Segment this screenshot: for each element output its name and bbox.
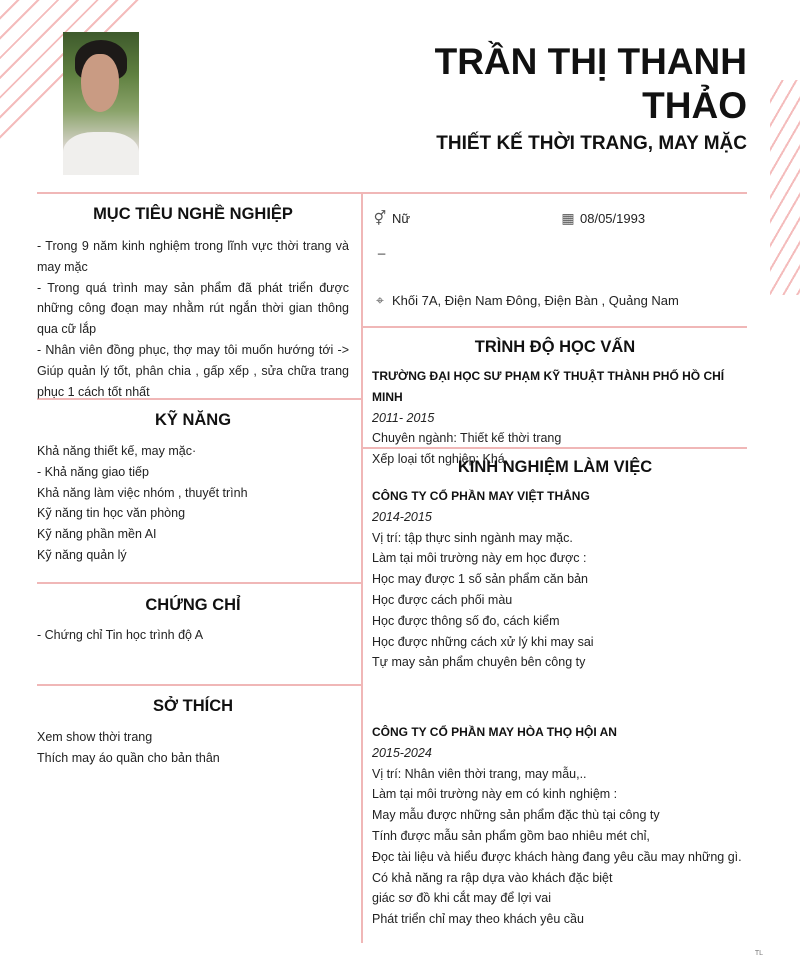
experience-title: KINH NGHIỆM LÀM VIỆC (457, 458, 653, 476)
location-pin-icon: ⌖ (376, 292, 384, 308)
job-detail: Đọc tài liệu và hiểu được khách hàng đang yêu cầu may những gì. (372, 849, 742, 864)
objective-line: - Trong 9 năm kinh nghiệm trong lĩnh vực thời trang và may mặc (37, 239, 349, 274)
profile-photo (63, 32, 139, 175)
job-detail: May mẫu được những sản phẩm đặc thù tại công ty (372, 808, 660, 823)
job-detail: Học được cách phối màu (372, 592, 513, 607)
certificates-list (37, 625, 349, 646)
address-value: Khối 7A, Điện Nam Đông, Điện Bàn , Quảng Nam (392, 293, 679, 308)
skills-title: KỸ NĂNG (154, 411, 232, 429)
experience-job-2 (372, 722, 747, 930)
certificates-title: CHỨNG CHỈ (145, 596, 241, 614)
job-detail: Vị trí: tập thực sinh ngành may mặc. (372, 530, 573, 545)
job-detail: Làm tại môi trường này em có kinh nghiệm : (372, 787, 618, 802)
divider-certificates-hobbies (37, 684, 361, 686)
company-name: CÔNG TY CỔ PHẦN MAY HÒA THỌ HỘI AN (372, 725, 617, 739)
birthday-row (560, 210, 645, 227)
company-name: CÔNG TY CỔ PHẦN MAY VIỆT THẮNG (372, 489, 590, 503)
divider-skills-certificates (37, 582, 361, 584)
objective-text (37, 236, 349, 402)
education-title: TRÌNH ĐỘ HỌC VẤN (474, 338, 636, 356)
job-title: THIẾT KẾ THỜI TRANG, MAY MẶC (436, 133, 747, 154)
job-detail: Học may được 1 số sản phẩm căn bản (372, 572, 588, 587)
birthday-value: 08/05/1993 (580, 211, 646, 226)
job-years: 2014-2015 (372, 509, 432, 524)
skill-item: Kỹ năng phần mền AI (37, 527, 157, 542)
skills-list (37, 441, 349, 566)
job-detail: Tính được mẫu sản phẩm gồm bao nhiêu mét chỉ, (372, 828, 650, 843)
job-detail: Phát triển chỉ may theo khách yêu cầu (372, 912, 584, 927)
skill-item: Khả năng thiết kế, may mặc· (37, 444, 197, 458)
skill-item: Khả năng làm việc nhóm , thuyết trình (37, 485, 248, 500)
education-block (372, 366, 747, 470)
objective-line: - Nhân viên đồng phục, thợ may tôi muốn hướng tới -> Giúp quản lý tốt, phân chia , gấp xếp , sửa chữa trang phục 1 cách tốt nhất (37, 342, 349, 399)
candidate-name (327, 40, 747, 128)
objective-line: - Trong quá trình may sản phẩm đã phát triển được những công đoạn may nhằm rút ngắn thời gian thông qua cữ lắp (37, 280, 349, 337)
job-detail: Học được những cách xử lý khi may sai (372, 634, 594, 649)
divider-contact-education (363, 326, 747, 328)
name-line-2: THẢO (642, 85, 747, 126)
decorative-stripes-right (770, 80, 800, 295)
job-detail: giác sơ đồ khi cắt may để lợi vai (372, 891, 551, 906)
objective-title: MỤC TIÊU NGHỀ NGHIỆP (93, 205, 293, 223)
gender-icon: ⚥ (373, 210, 387, 226)
job-detail: Có khả năng ra rập dựa vào khách đặc biệt (372, 870, 613, 885)
hobbies-title: SỞ THÍCH (152, 697, 234, 715)
job-detail: Học được thông số đo, cách kiểm (372, 613, 560, 628)
gender-value: Nữ (392, 211, 411, 226)
calendar-icon: ▦ (561, 210, 575, 226)
job-years: 2015-2024 (372, 745, 432, 760)
header-divider (37, 192, 747, 194)
education-school: TRƯỜNG ĐẠI HỌC SƯ PHẠM KỸ THUẬT THÀNH PHỐ HỒ CHÍ MINH (372, 369, 725, 404)
skill-item: Kỹ năng quản lý (37, 547, 127, 562)
hobbies-list (37, 727, 349, 769)
contact-dash: _ (378, 240, 386, 255)
name-line-1: TRẦN THỊ THANH (434, 41, 747, 82)
address-row (372, 292, 679, 309)
education-major: Chuyên ngành: Thiết kế thời trang (372, 431, 562, 446)
hobby-item: Thích may áo quần cho bản thân (37, 750, 220, 765)
certificate-item: - Chứng chỉ Tin học trình độ A (37, 628, 204, 642)
job-detail: Vị trí: Nhân viên thời trang, may mẫu,.. (372, 766, 587, 781)
skill-item: Kỹ năng tin học văn phòng (37, 506, 186, 521)
skill-item: - Khả năng giao tiếp (37, 464, 149, 479)
job-detail: Làm tại môi trường này em học được : (372, 551, 587, 566)
page-mark: TL (754, 950, 763, 957)
hobby-item: Xem show thời trang (37, 730, 153, 744)
education-years: 2011- 2015 (372, 410, 435, 425)
education-grade: Xếp loại tốt nghiệp: Khá (372, 452, 505, 467)
gender-row (372, 210, 410, 227)
column-divider (361, 193, 363, 943)
contact-placeholder (378, 240, 385, 255)
experience-job-1 (372, 486, 747, 673)
job-detail: Tự may sản phẩm chuyên bên công ty (372, 655, 586, 670)
